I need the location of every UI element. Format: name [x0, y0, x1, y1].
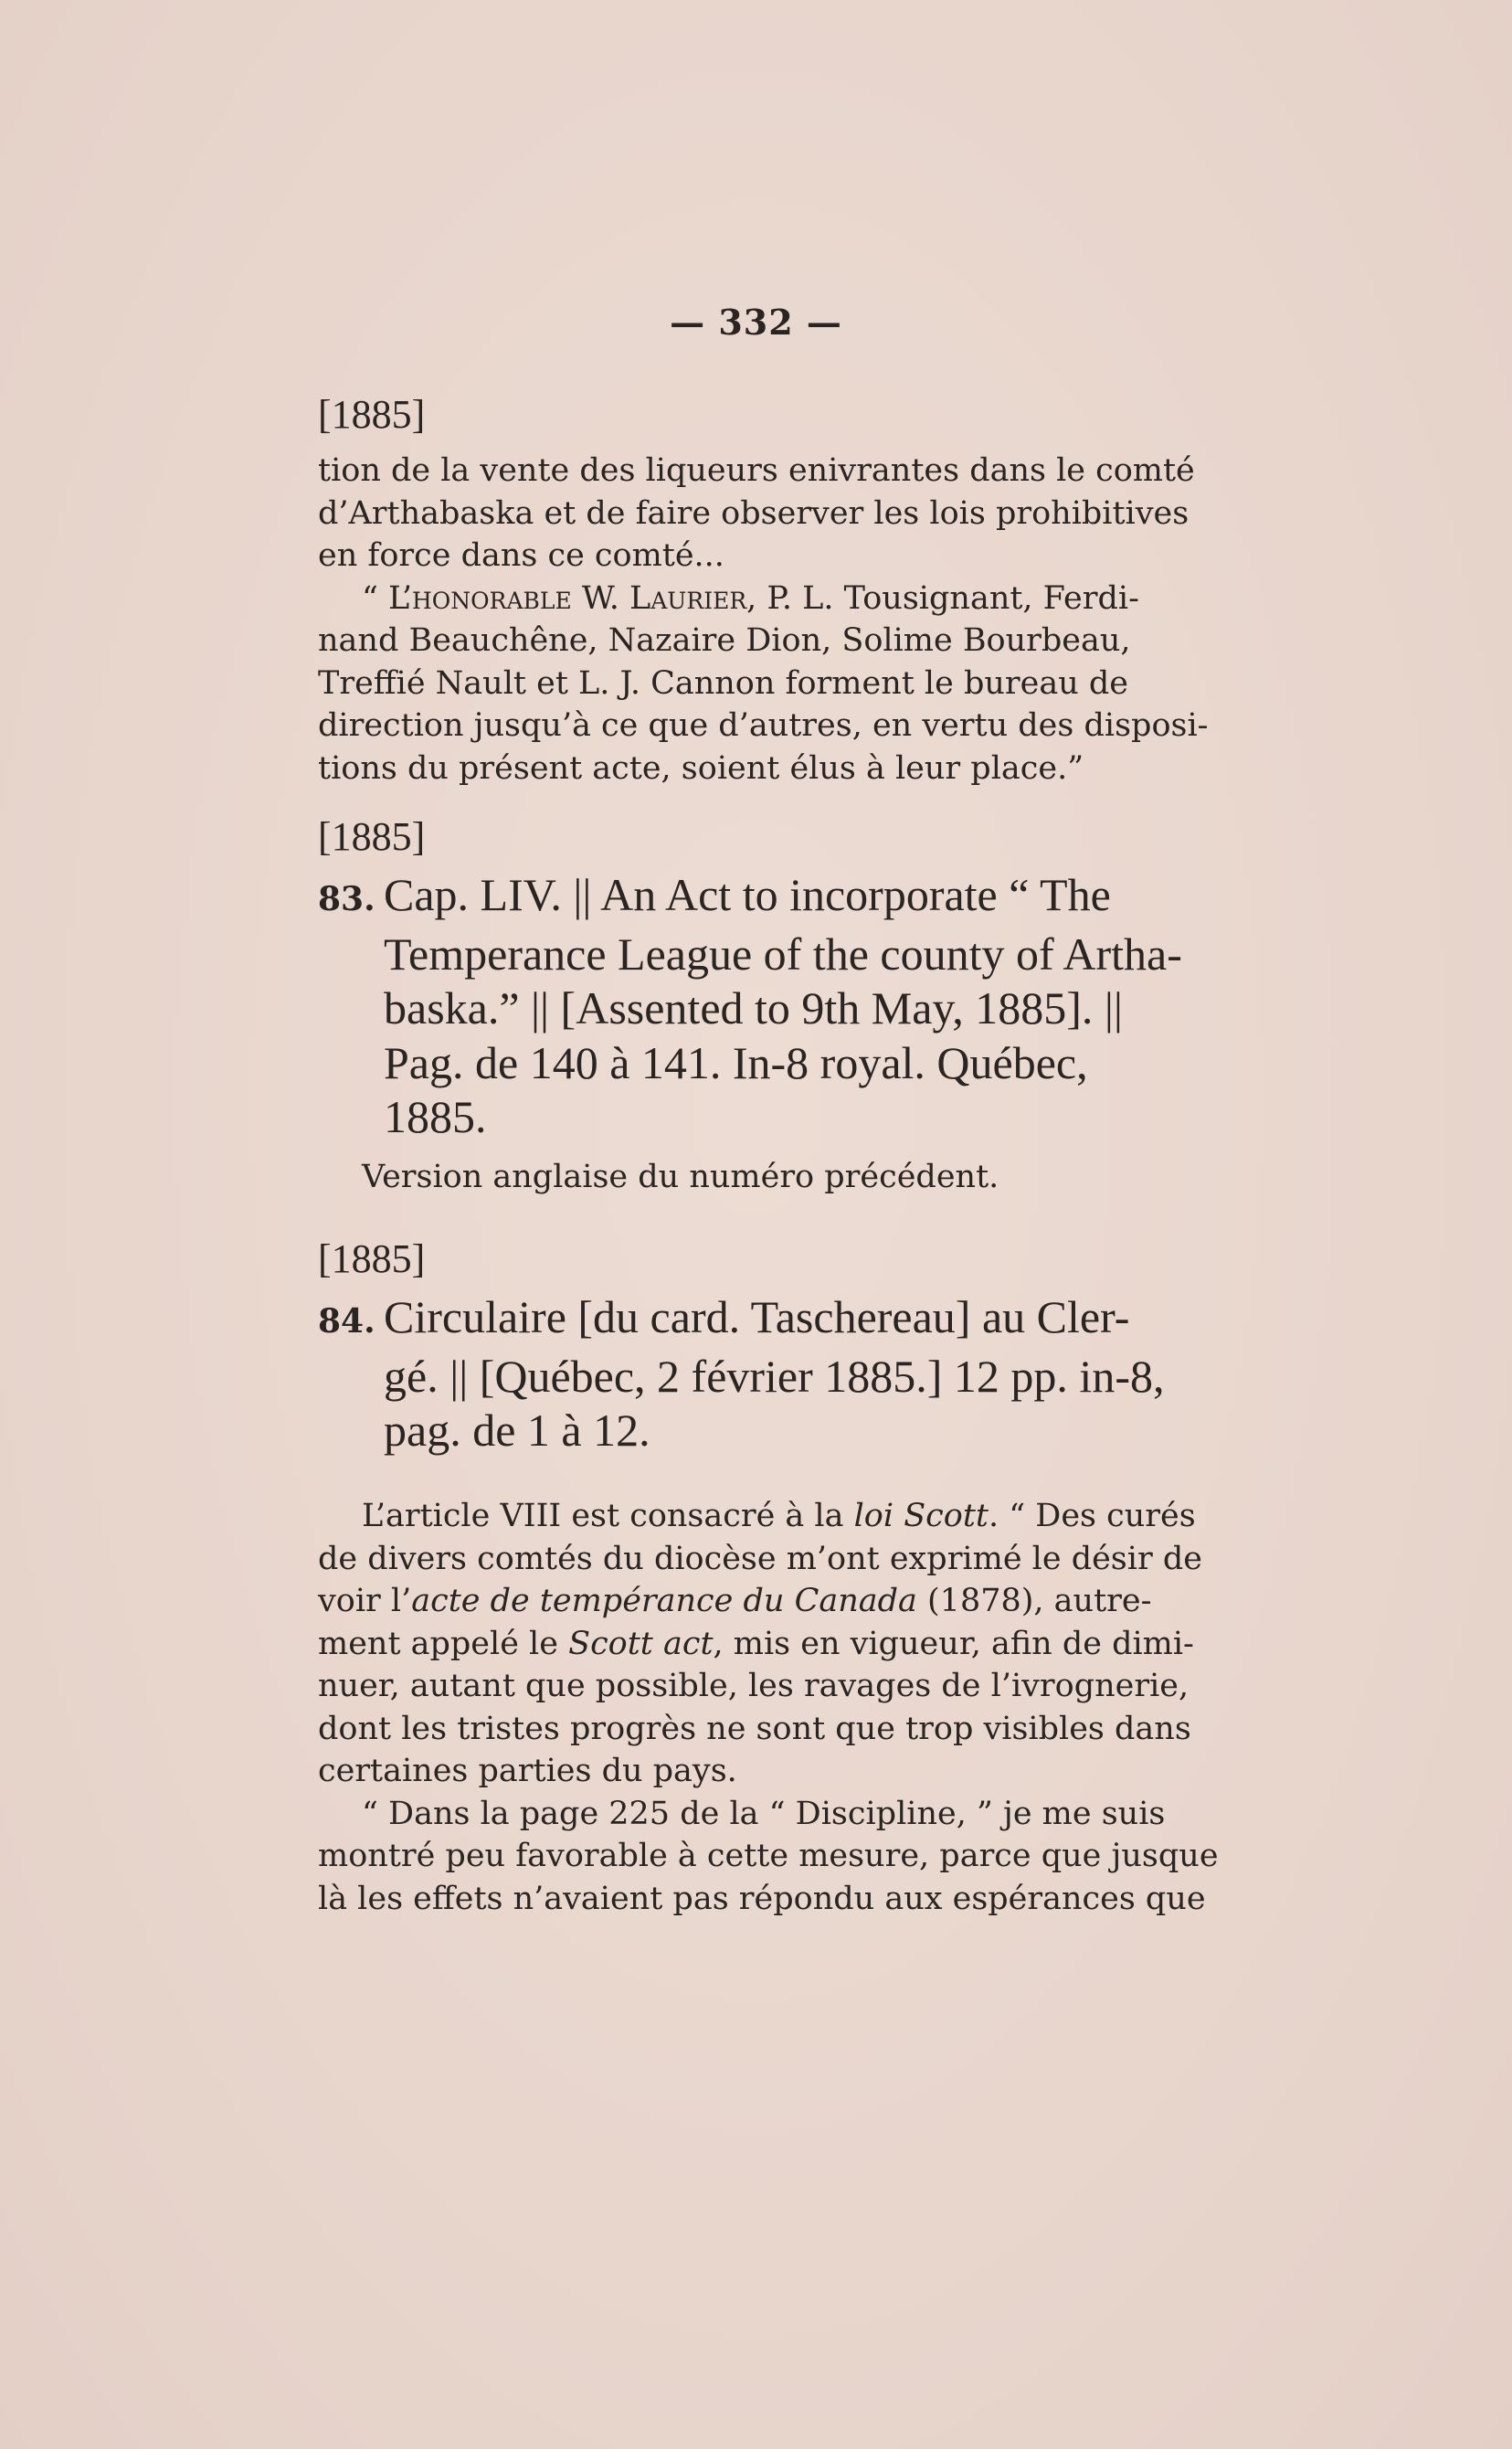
section-commentary — [318, 1495, 1250, 1920]
text-line: de divers comtés du diocèse m’ont exprimé le désir de — [318, 1540, 1202, 1577]
text-line: Treffié Nault et L. J. Cannon forment le bureau de — [318, 664, 1128, 702]
commentary-paragraph — [318, 1495, 1250, 1920]
entry-number: 83. — [318, 880, 375, 918]
text-line: ment appelé le Scott act, mis en vigueur, afin de dimi- — [318, 1625, 1194, 1662]
entry-number: 84. — [318, 1302, 375, 1341]
acte-temperance-italic: acte de tempérance du Canada — [411, 1583, 917, 1619]
page-number: — 332 — — [670, 302, 842, 343]
text-line: “ Dans la page 225 de la “ Discipline, ” je me suis — [362, 1795, 1166, 1832]
section-continuation — [318, 391, 1250, 790]
text-line: tions du présent acte, soient élus à leur place.” — [318, 749, 1084, 787]
entry-83-title: 83. Cap. LIV. || An Act to incorporate “ The Temperance League of the county of Artha- baska.” || [Assented to 9th May, 1885]. || Pag. de 140 à 141. In-8 royal. Québec, 1885. — [318, 869, 1182, 1142]
loi-scott-italic: loi Scott — [853, 1498, 989, 1534]
text-line: “ L’honorable W. Laurier, P. L. Tousignant, Ferdi- — [362, 579, 1139, 617]
honorable-text: L’honorable — [388, 579, 572, 617]
text-line: montré peu favorable à cette mesure, parce que jusque — [318, 1838, 1219, 1874]
text-line: en force dans ce comté... — [318, 537, 724, 574]
entry-83-note: Version anglaise du numéro précédent. — [362, 1158, 999, 1195]
entry-84-title: 84. Circulaire [du card. Taschereau] au Cler- gé. || [Québec, 2 février 1885.] 12 pp. in-8, pag. de 1 à 12. — [318, 1291, 1165, 1456]
text-line: dont les tristes progrès ne sont que trop visibles dans — [318, 1710, 1191, 1747]
entry-83 — [318, 813, 1250, 1198]
year-label: [1885] — [318, 392, 426, 437]
year-label: [1885] — [318, 814, 426, 859]
text-line: là les effets n’avaient pas répondu aux espérances que — [318, 1880, 1206, 1917]
text-line: voir l’acte de tempérance du Canada (1878), autre- — [318, 1583, 1152, 1619]
entry-84 — [318, 1235, 1250, 1458]
text-line: certaines parties du pays. — [318, 1753, 737, 1789]
laurier-name: Laurier — [629, 579, 747, 617]
year-label: [1885] — [318, 1236, 426, 1281]
text-line: nand Beauchêne, Nazaire Dion, Solime Bourbeau, — [318, 622, 1131, 659]
text-line: direction jusqu’à ce que d’autres, en vertu des disposi- — [318, 707, 1209, 744]
text-line: L’article VIII est consacré à la loi Scott. “ Des curés — [362, 1498, 1196, 1534]
continuation-paragraph — [318, 450, 1250, 790]
text-line: d’Arthabaska et de faire observer les lois prohibitives — [318, 494, 1190, 532]
text-line: nuer, autant que possible, les ravages de l’ivrognerie, — [318, 1668, 1190, 1704]
text-line: tion de la vente des liqueurs enivrantes dans le comté — [318, 452, 1195, 489]
scott-act-italic: Scott act — [568, 1625, 714, 1662]
